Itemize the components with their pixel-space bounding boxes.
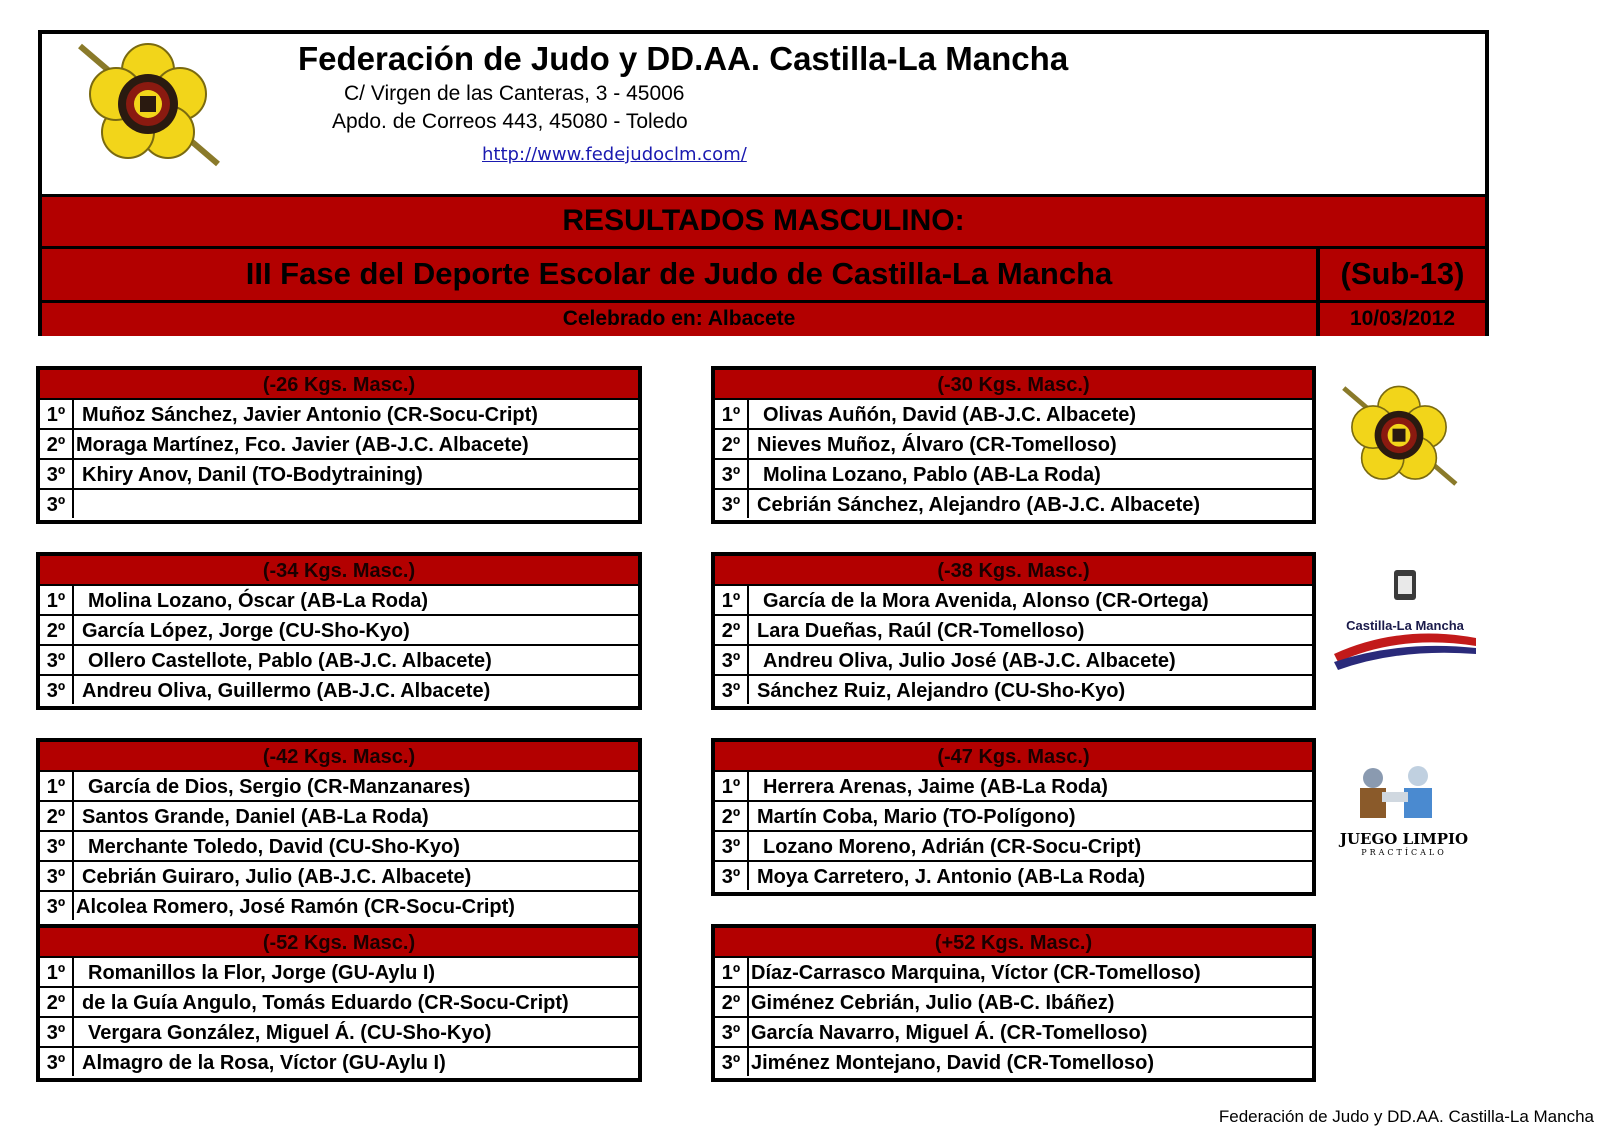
- results-table-26: [36, 366, 642, 524]
- table-row: [715, 646, 1312, 676]
- athlete-name: Martín Coba, Mario (TO-Polígono): [757, 806, 1076, 828]
- results-table-38: [711, 552, 1316, 710]
- position: 1º: [715, 586, 749, 614]
- position: 3º: [715, 1048, 749, 1076]
- fair-play-text: JUEGO LIMPIO: [1339, 830, 1469, 848]
- position: 2º: [40, 988, 74, 1016]
- position: 2º: [40, 616, 74, 644]
- table-row: [40, 892, 638, 920]
- table-row: [715, 1018, 1312, 1048]
- athlete-name: Alcolea Romero, José Ramón (CR-Socu-Cript): [76, 896, 515, 918]
- position: 2º: [715, 802, 749, 830]
- venue: Celebrado en: Albacete: [562, 307, 796, 330]
- clm-logo-text: Castilla-La Mancha: [1346, 618, 1464, 633]
- position: 3º: [40, 862, 74, 890]
- athlete-name: Muñoz Sánchez, Javier Antonio (CR-Socu-Cript): [82, 404, 538, 426]
- athlete-name: Andreu Oliva, Guillermo (AB-J.C. Albacete): [82, 680, 491, 702]
- athlete-name: Molina Lozano, Pablo (AB-La Roda): [763, 464, 1101, 486]
- table-row: [40, 430, 638, 460]
- position: 3º: [40, 832, 74, 860]
- position: 2º: [40, 802, 74, 830]
- org-title: Federación de Judo y DD.AA. Castilla-La Mancha: [298, 40, 1069, 77]
- table-row: [40, 832, 638, 862]
- athlete-name: Merchante Toledo, David (CU-Sho-Kyo): [88, 836, 460, 858]
- event-title: III Fase del Deporte Escolar de Judo de Castilla-La Mancha: [245, 256, 1113, 291]
- athlete-name: Santos Grande, Daniel (AB-La Roda): [82, 806, 429, 828]
- category-header: (+52 Kgs. Masc.): [715, 928, 1312, 958]
- table-row: [715, 988, 1312, 1018]
- table-row: [40, 802, 638, 832]
- table-row: [40, 676, 638, 704]
- position: 1º: [40, 586, 74, 614]
- table-row: [715, 676, 1312, 704]
- table-row: [40, 772, 638, 802]
- position: 3º: [715, 460, 749, 488]
- athlete-name: García de Dios, Sergio (CR-Manzanares): [88, 776, 471, 798]
- table-row: [40, 1018, 638, 1048]
- table-row: [715, 832, 1312, 862]
- athlete-name: Andreu Oliva, Julio José (AB-J.C. Albacete): [763, 650, 1176, 672]
- table-row: [715, 430, 1312, 460]
- athlete-name: García López, Jorge (CU-Sho-Kyo): [82, 620, 410, 642]
- results-table-34: [36, 552, 642, 710]
- athlete-name: Moya Carretero, J. Antonio (AB-La Roda): [757, 866, 1146, 888]
- athlete-name: Herrera Arenas, Jaime (AB-La Roda): [763, 776, 1108, 798]
- position: 1º: [40, 400, 74, 428]
- table-row: [715, 586, 1312, 616]
- table-row: [715, 772, 1312, 802]
- event-band: [42, 246, 1485, 300]
- fair-play-subtext: PRACTÍCALO: [1361, 848, 1447, 857]
- position: 1º: [715, 772, 749, 800]
- results-table-47: [711, 738, 1316, 896]
- table-row: [40, 490, 638, 518]
- table-row: [40, 586, 638, 616]
- position: 3º: [40, 646, 74, 674]
- category-header: (-34 Kgs. Masc.): [40, 556, 638, 586]
- position: 1º: [715, 400, 749, 428]
- position: 3º: [715, 490, 749, 518]
- venue-band: [42, 300, 1485, 336]
- table-row: [715, 1048, 1312, 1076]
- address-line-1: C/ Virgen de las Canteras, 3 - 45006: [344, 82, 685, 105]
- position: 3º: [715, 646, 749, 674]
- position: 3º: [40, 1048, 74, 1076]
- results-table-30: [711, 366, 1316, 524]
- table-row: [715, 460, 1312, 490]
- position: 3º: [40, 1018, 74, 1046]
- federation-logo-small-icon: [1334, 376, 1464, 496]
- athlete-name: Díaz-Carrasco Marquina, Víctor (CR-Tomelloso): [751, 962, 1201, 984]
- table-row: [40, 400, 638, 430]
- athlete-name: de la Guía Angulo, Tomás Eduardo (CR-Socu-Cript): [82, 992, 569, 1014]
- position: 3º: [40, 676, 74, 704]
- category-header: (-30 Kgs. Masc.): [715, 370, 1312, 400]
- athlete-name: Nieves Muñoz, Álvaro (CR-Tomelloso): [757, 434, 1117, 456]
- footer-text: Federación de Judo y DD.AA. Castilla-La Mancha: [1218, 1107, 1594, 1126]
- table-row: [40, 988, 638, 1018]
- address-line-2: Apdo. de Correos 443, 45080 - Toledo: [332, 110, 688, 133]
- header-box: [38, 30, 1489, 336]
- event-date: 10/03/2012: [1316, 303, 1485, 336]
- table-row: [715, 490, 1312, 518]
- category-header: (-52 Kgs. Masc.): [40, 928, 638, 958]
- position: 1º: [40, 772, 74, 800]
- position: 1º: [40, 958, 74, 986]
- position: 3º: [40, 892, 74, 920]
- athlete-name: Sánchez Ruiz, Alejandro (CU-Sho-Kyo): [757, 680, 1126, 702]
- category-header: (-38 Kgs. Masc.): [715, 556, 1312, 586]
- position: 3º: [40, 490, 74, 518]
- category-header: (-42 Kgs. Masc.): [40, 742, 638, 772]
- athlete-name: Lara Dueñas, Raúl (CR-Tomelloso): [757, 620, 1085, 642]
- table-row: [715, 958, 1312, 988]
- category-header: (-26 Kgs. Masc.): [40, 370, 638, 400]
- athlete-name: Moraga Martínez, Fco. Javier (AB-J.C. Albacete): [76, 434, 529, 456]
- athlete-name: Jiménez Montejano, David (CR-Tomelloso): [751, 1052, 1154, 1074]
- table-row: [40, 862, 638, 892]
- fair-play-logo: [1330, 762, 1478, 862]
- table-row: [40, 616, 638, 646]
- results-table-42: [36, 738, 642, 928]
- athlete-name: García Navarro, Miguel Á. (CR-Tomelloso): [751, 1022, 1148, 1044]
- position: 3º: [715, 676, 749, 704]
- position: 2º: [715, 988, 749, 1016]
- athlete-name: Cebrián Sánchez, Alejandro (AB-J.C. Albacete): [757, 494, 1201, 516]
- results-table-plus-52: [711, 924, 1316, 1082]
- results-table-52: [36, 924, 642, 1082]
- athlete-name: Giménez Cebrián, Julio (AB-C. Ibáñez): [751, 992, 1115, 1014]
- age-group: (Sub-13): [1316, 249, 1485, 300]
- table-row: [40, 958, 638, 988]
- position: 2º: [715, 430, 749, 458]
- athlete-name: Almagro de la Rosa, Víctor (GU-Aylu I): [82, 1052, 446, 1074]
- position: 3º: [715, 862, 749, 890]
- website-link[interactable]: http://www.fedejudoclm.com/: [482, 144, 747, 165]
- position: 3º: [40, 460, 74, 488]
- position: 2º: [40, 430, 74, 458]
- position: 1º: [715, 958, 749, 986]
- table-row: [715, 400, 1312, 430]
- fair-play-figures-icon: [1330, 762, 1478, 832]
- results-title: RESULTADOS MASCULINO:: [42, 194, 1485, 246]
- table-row: [40, 1048, 638, 1076]
- athlete-name: García de la Mora Avenida, Alonso (CR-Ortega): [763, 590, 1209, 612]
- table-row: [40, 646, 638, 676]
- clm-logo: [1330, 566, 1480, 686]
- athlete-name: Vergara González, Miguel Á. (CU-Sho-Kyo): [88, 1022, 492, 1044]
- header-top: [42, 34, 1485, 194]
- category-header: (-47 Kgs. Masc.): [715, 742, 1312, 772]
- athlete-name: [74, 490, 638, 518]
- table-row: [715, 802, 1312, 832]
- athlete-name: Olivas Auñón, David (AB-J.C. Albacete): [763, 404, 1137, 426]
- athlete-name: Cebrián Guiraro, Julio (AB-J.C. Albacete): [82, 866, 472, 888]
- federation-logo-icon: [68, 40, 228, 170]
- table-row: [715, 862, 1312, 890]
- athlete-name: Romanillos la Flor, Jorge (GU-Aylu I): [88, 962, 436, 984]
- position: 2º: [715, 616, 749, 644]
- position: 3º: [715, 832, 749, 860]
- athlete-name: Lozano Moreno, Adrián (CR-Socu-Cript): [763, 836, 1142, 858]
- position: 3º: [715, 1018, 749, 1046]
- table-row: [715, 616, 1312, 646]
- athlete-name: Khiry Anov, Danil (TO-Bodytraining): [82, 464, 423, 486]
- athlete-name: Molina Lozano, Óscar (AB-La Roda): [88, 590, 429, 612]
- athlete-name: Ollero Castellote, Pablo (AB-J.C. Albacete): [88, 650, 492, 672]
- table-row: [40, 460, 638, 490]
